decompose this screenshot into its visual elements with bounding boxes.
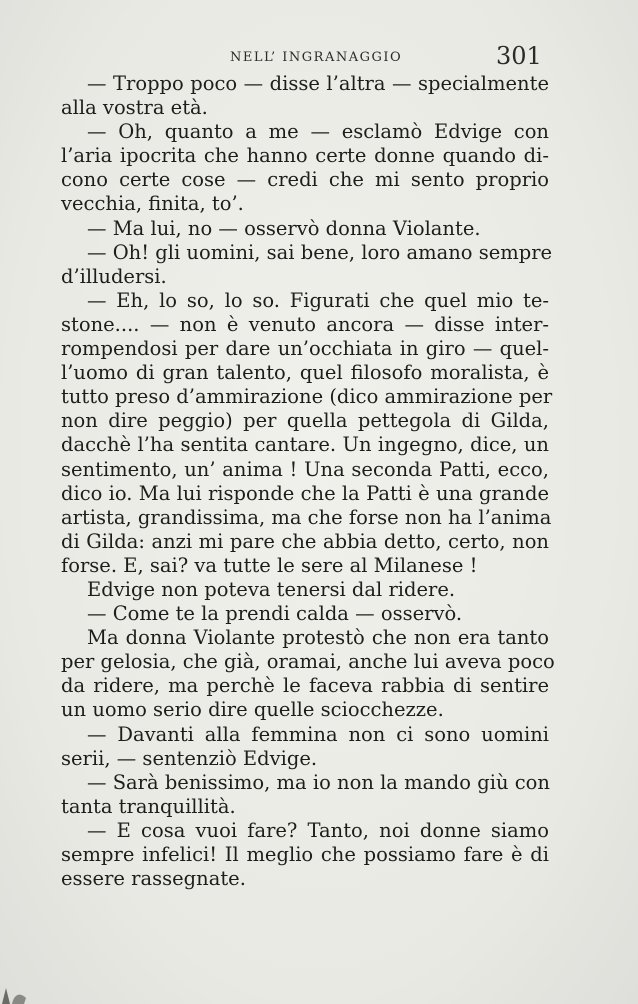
text-line: cono certe cose — credi che mi sento proprio [61,168,549,192]
text-line: tutto preso d’ammirazione (dico ammirazione per [61,385,553,409]
text-line: per gelosia, che già, oramai, anche lui aveva poco [61,650,555,674]
text-line: tanta tranquillità. [61,794,236,818]
text-line: l’aria ipocrita che hanno certe donne quando di- [61,144,549,168]
text-line: alla vostra età. [61,96,208,120]
text-line: d’illudersi. [61,264,167,288]
text-line: forse. E, sai? va tutte le sere al Milanese ! [61,553,478,577]
text-line: stone.... — non è venuto ancora — disse inter- [61,312,549,336]
text-line: — Ma lui, no — osservò donna Violante. [87,216,481,240]
text-line: vecchia, finita, to’. [61,192,244,216]
text-line: — Oh! gli uomini, sai bene, loro amano sempre [87,240,553,264]
text-line: sempre infelici! Il meglio che possiamo fare è di [61,843,549,866]
text-line: l’uomo di gran talento, quel filosofo moralista, è [61,361,549,385]
text-line: un uomo serio dire quelle sciocchezze. [61,698,444,722]
text-line: serii, — sentenziò Edvige. [61,746,318,770]
running-head: NELL’ INGRANAGGIO [230,50,403,65]
text-line: non dire peggio) per quella pettegola di Gilda, [61,409,549,433]
text-line: da ridere, ma perchè le faceva rabbia di sentire [61,674,549,698]
page-edge-mark [0,982,40,1004]
text-line: — Oh, quanto a me — esclamò Edvige con [87,120,549,144]
text-line: essere rassegnate. [61,867,246,891]
text-line: — Sarà benissimo, ma io non la mando giù con [87,770,550,794]
text-line: — E cosa vuoi fare? Tanto, noi donne siamo [87,818,549,842]
text-line: — Come te la prendi calda — osservò. [87,602,463,626]
text-line: sentimento, un’ anima ! Una seconda Patti, ecco, [61,457,549,481]
page-text [61,72,555,891]
text-line: — Davanti alla femmina non ci sono uomini [87,722,549,746]
text-line: rompendosi per dare un’occhiata in giro — quel- [61,337,549,361]
text-line: Ma donna Violante protestò che non era tanto [87,626,549,650]
text-line: dico io. Ma lui risponde che la Patti è una grande [61,481,549,505]
text-line: artista, grandissima, ma che forse non ha l’anima [61,505,552,529]
text-line: dacchè l’ha sentita cantare. Un ingegno, dice, un [61,433,549,457]
page-number: 301 [496,42,542,70]
text-line: — Eh, lo so, lo so. Figurati che quel mio te- [87,288,549,312]
text-line: di Gilda: anzi mi pare che abbia detto, certo, non [61,529,549,553]
text-line: — Troppo poco — disse l’altra — specialmente [87,72,549,95]
text-line: Edvige non poteva tenersi dal ridere. [87,577,456,601]
